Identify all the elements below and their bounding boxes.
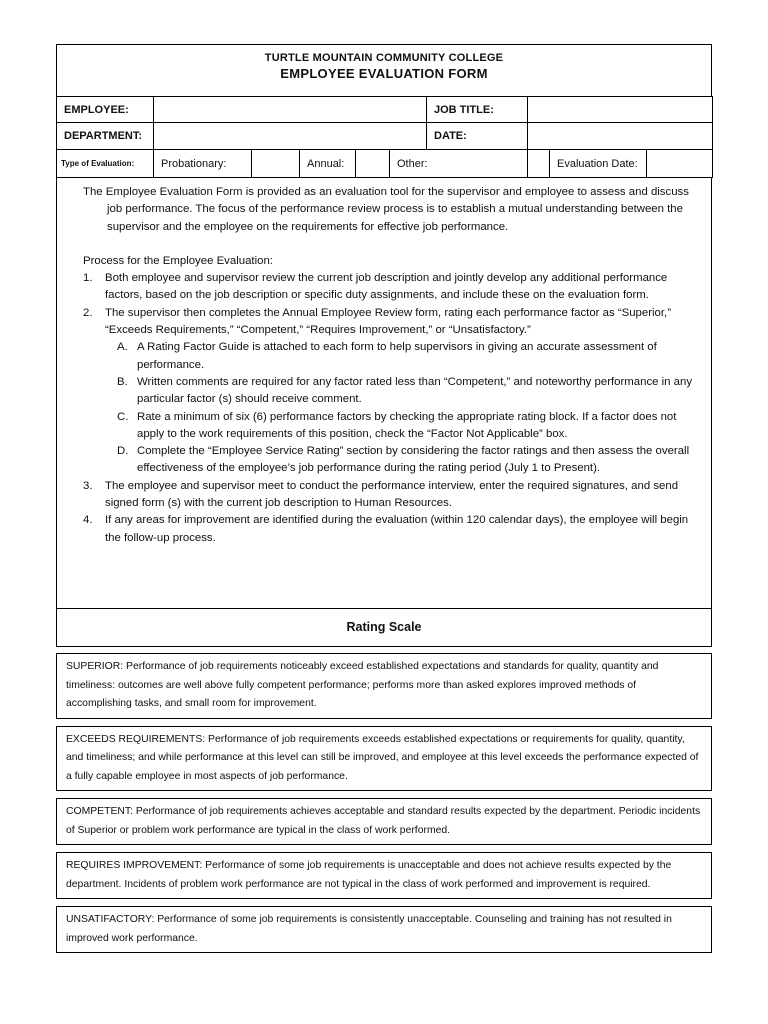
probationary-checkbox[interactable] (252, 150, 300, 178)
process-step (83, 270, 697, 305)
step-number: 4. (83, 514, 93, 527)
department-label: DEPARTMENT: (57, 123, 154, 150)
process-substep (117, 443, 697, 478)
employee-info-table (56, 96, 713, 178)
annual-label: Annual: (300, 150, 356, 178)
process-step (83, 305, 697, 478)
type-of-evaluation-label: Type of Evaluation: (57, 150, 154, 178)
annual-checkbox[interactable] (356, 150, 390, 178)
date-label: DATE: (427, 123, 528, 150)
process-substep (117, 374, 697, 409)
process-substep (117, 339, 697, 374)
substep-letter: A. (117, 341, 128, 354)
employee-field[interactable] (154, 97, 427, 123)
instructions-section (56, 178, 712, 609)
process-title: Process for the Employee Evaluation: (83, 254, 273, 267)
intro-paragraph: The Employee Evaluation Form is provided as an evaluation tool for the supervisor and employee to assess and discuss job performance. The focus of the performance review process is to establish a mutual understanding between the supervisor and the employee on the requirements for effective job performance. (83, 186, 689, 233)
step-number: 3. (83, 479, 93, 492)
form-title: EMPLOYEE EVALUATION FORM (280, 66, 488, 81)
other-checkbox[interactable] (528, 150, 550, 178)
rating-unsatisfactory: UNSATIFACTORY: Performance of some job requirements is consistently unacceptable. Counseling and training has not resulted in improved work performance. (56, 906, 712, 953)
substep-text: Written comments are required for any factor rated less than “Competent,” and noteworthy performance in any particular factor (s) should receive comment. (137, 375, 693, 406)
substep-letter: B. (117, 375, 128, 388)
probationary-label: Probationary: (154, 150, 252, 178)
evaluation-date-label: Evaluation Date: (550, 150, 647, 178)
substep-letter: D. (117, 445, 129, 458)
college-name: TURTLE MOUNTAIN COMMUNITY COLLEGE (264, 52, 504, 64)
step-text: The supervisor then completes the Annual Employee Review form, rating each performance factor as “Superior,” “Exceeds Requirements,” “Competent,” “Requires Improvement,” or “Unsatisfactory.” (105, 306, 672, 337)
job-title-field[interactable] (528, 97, 713, 123)
process-substep (117, 409, 697, 444)
step-text: If any areas for improvement are identified during the evaluation (within 120 calendar days), the employee will begin the follow-up process. (105, 514, 689, 544)
rating-superior: SUPERIOR: Performance of job requirements noticeably exceed established expectations and standards for quality, quantity and timeliness: outcomes are well above fully competent performance; performs more than asked explores improved methods of accomplishing tasks, and small room for improvement. (56, 653, 712, 719)
other-label: Other: (390, 150, 528, 178)
date-field[interactable] (528, 123, 713, 150)
substep-text: Complete the “Employee Service Rating” section by considering the factor ratings and then assess the overall effectiveness of the employee’s job performance during the rating period (July 1 to Present). (137, 445, 690, 475)
step-number: 1. (83, 272, 93, 285)
employee-label: EMPLOYEE: (57, 97, 154, 123)
rating-scale-title: Rating Scale (56, 609, 712, 647)
process-step (83, 478, 697, 513)
step-text: Both employee and supervisor review the current job description and jointly develop any additional performance factors, based on the job description or specific duty assignments, and include these on the evaluation form. (105, 272, 668, 302)
rating-exceeds-requirements: EXCEEDS REQUIREMENTS: Performance of job requirements exceeds established expectations or requirements for quality, quantity, and timeliness; and while performance at this level can still be improved, and employee at this level exceeds the performance expected of a fully capable employee in most aspects of job performance. (56, 726, 712, 792)
substep-letter: C. (117, 410, 129, 423)
substep-text: Rate a minimum of six (6) performance factors by checking the appropriate rating block. If a factor does not apply to the work requirements of this position, check the “Factor Not Applicable” box. (137, 410, 677, 440)
step-text: The employee and supervisor meet to conduct the performance interview, enter the required signatures, and send signed form (s) with the current job description to Human Resources. (105, 479, 679, 510)
evaluation-date-field[interactable] (647, 150, 713, 178)
substep-text: A Rating Factor Guide is attached to each form to help supervisors in giving an accurate assessment of performance. (137, 341, 657, 371)
process-substeps (83, 339, 697, 477)
department-field[interactable] (154, 123, 427, 150)
step-number: 2. (83, 306, 93, 319)
rating-competent: COMPETENT: Performance of job requirements achieves acceptable and standard results expected by the department. Periodic incidents of Superior or problem work performance are typical in the class of work performed. (56, 798, 712, 845)
rating-requires-improvement: REQUIRES IMPROVEMENT: Performance of some job requirements is unacceptable and does not achieve results expected by the department. Incidents of problem work performance are not typical in the class of work performed and improvement is required. (56, 852, 712, 899)
form-header (56, 44, 712, 96)
process-step (83, 512, 697, 547)
evaluation-form (56, 44, 712, 953)
process-steps (83, 270, 697, 547)
job-title-label: JOB TITLE: (427, 97, 528, 123)
